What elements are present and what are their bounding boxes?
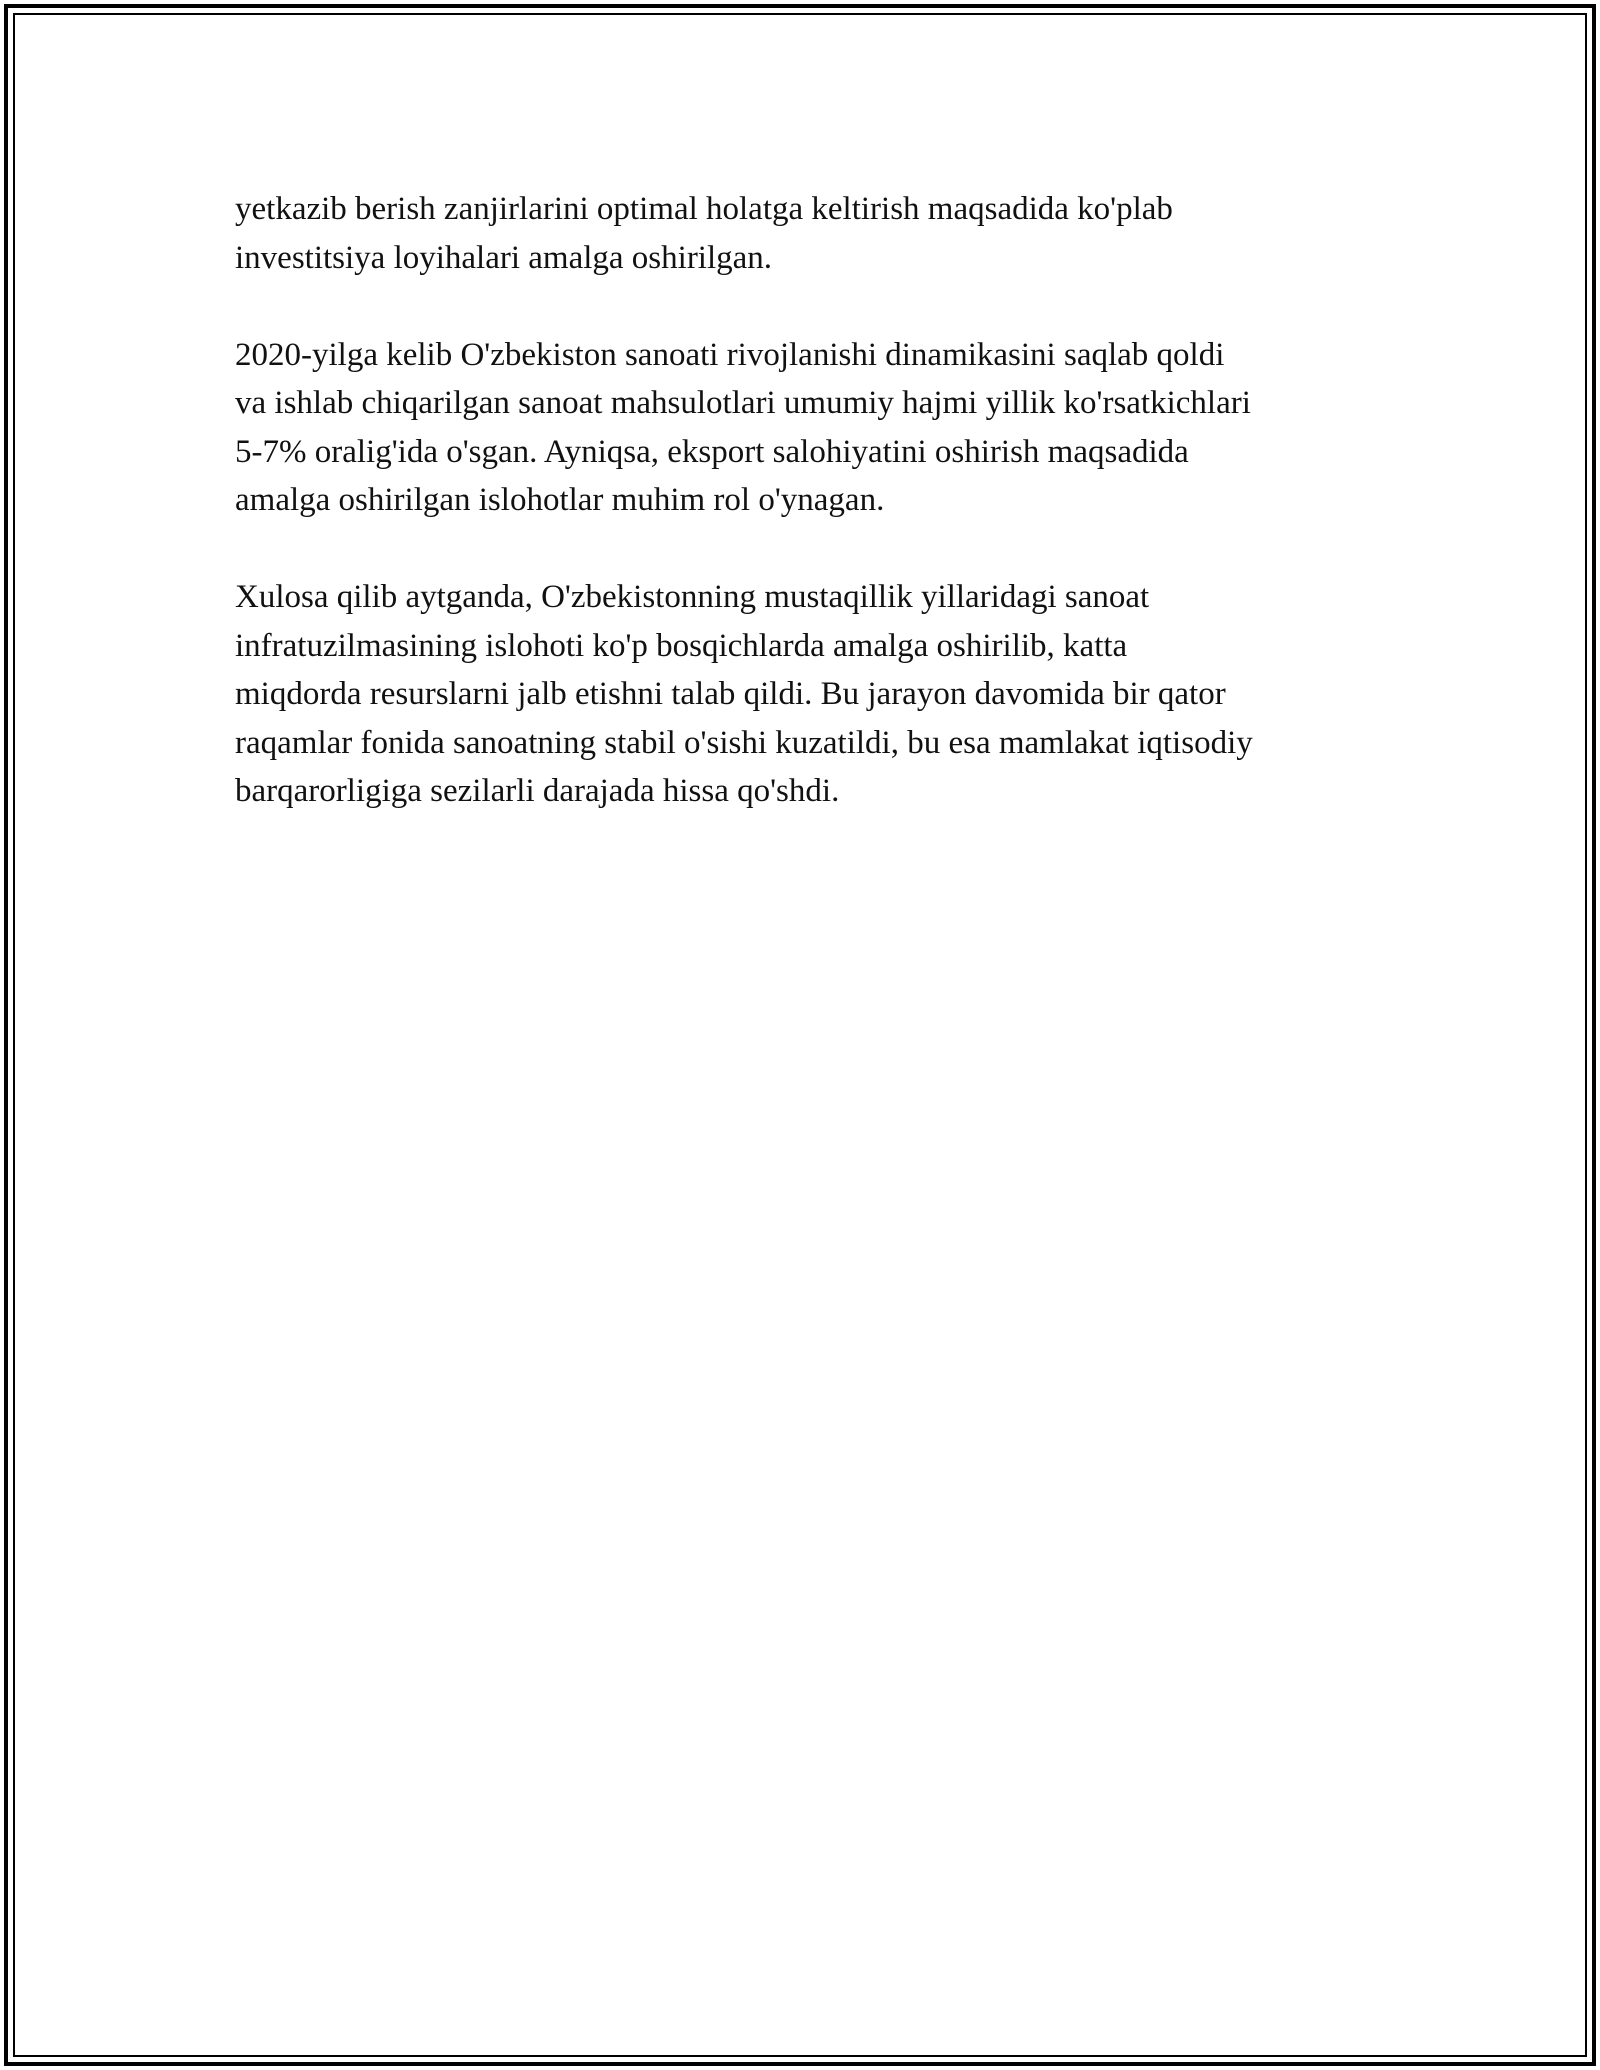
text-line: infratuzilmasining islohoti ko'p bosqichlarda amalga oshirilib, katta bbox=[235, 627, 1128, 664]
text-line: raqamlar fonida sanoatning stabil o'sishi kuzatildi, bu esa mamlakat iqtisodiy bbox=[235, 724, 1253, 761]
paragraph-3 bbox=[235, 573, 1375, 816]
text-line: va ishlab chiqarilgan sanoat mahsulotlari umumiy hajmi yillik ko'rsatkichlari bbox=[235, 385, 1251, 421]
text-line: 5-7% oralig'ida o'sgan. Ayniqsa, eksport salohiyatini oshirish maqsadida bbox=[235, 433, 1189, 470]
text-line: investitsiya loyihalari amalga oshirilgan. bbox=[235, 239, 773, 276]
text-line: Xulosa qilib aytganda, O'zbekistonning mustaqillik yillaridagi sanoat bbox=[235, 579, 1150, 615]
paragraph-1 bbox=[235, 185, 1375, 282]
document-body bbox=[235, 185, 1375, 864]
text-line: yetkazib berish zanjirlarini optimal holatga keltirish maqsadida ko'plab bbox=[235, 191, 1173, 227]
text-line: amalga oshirilgan islohotlar muhim rol o'ynagan. bbox=[235, 482, 885, 518]
text-line: barqarorligiga sezilarli darajada hissa qo'shdi. bbox=[235, 773, 840, 809]
text-line: 2020-yilga kelib O'zbekiston sanoati rivojlanishi dinamikasini saqlab qoldi bbox=[235, 336, 1225, 373]
paragraph-2 bbox=[235, 331, 1375, 525]
text-line: miqdorda resurslarni jalb etishni talab qildi. Bu jarayon davomida bir qator bbox=[235, 676, 1226, 712]
